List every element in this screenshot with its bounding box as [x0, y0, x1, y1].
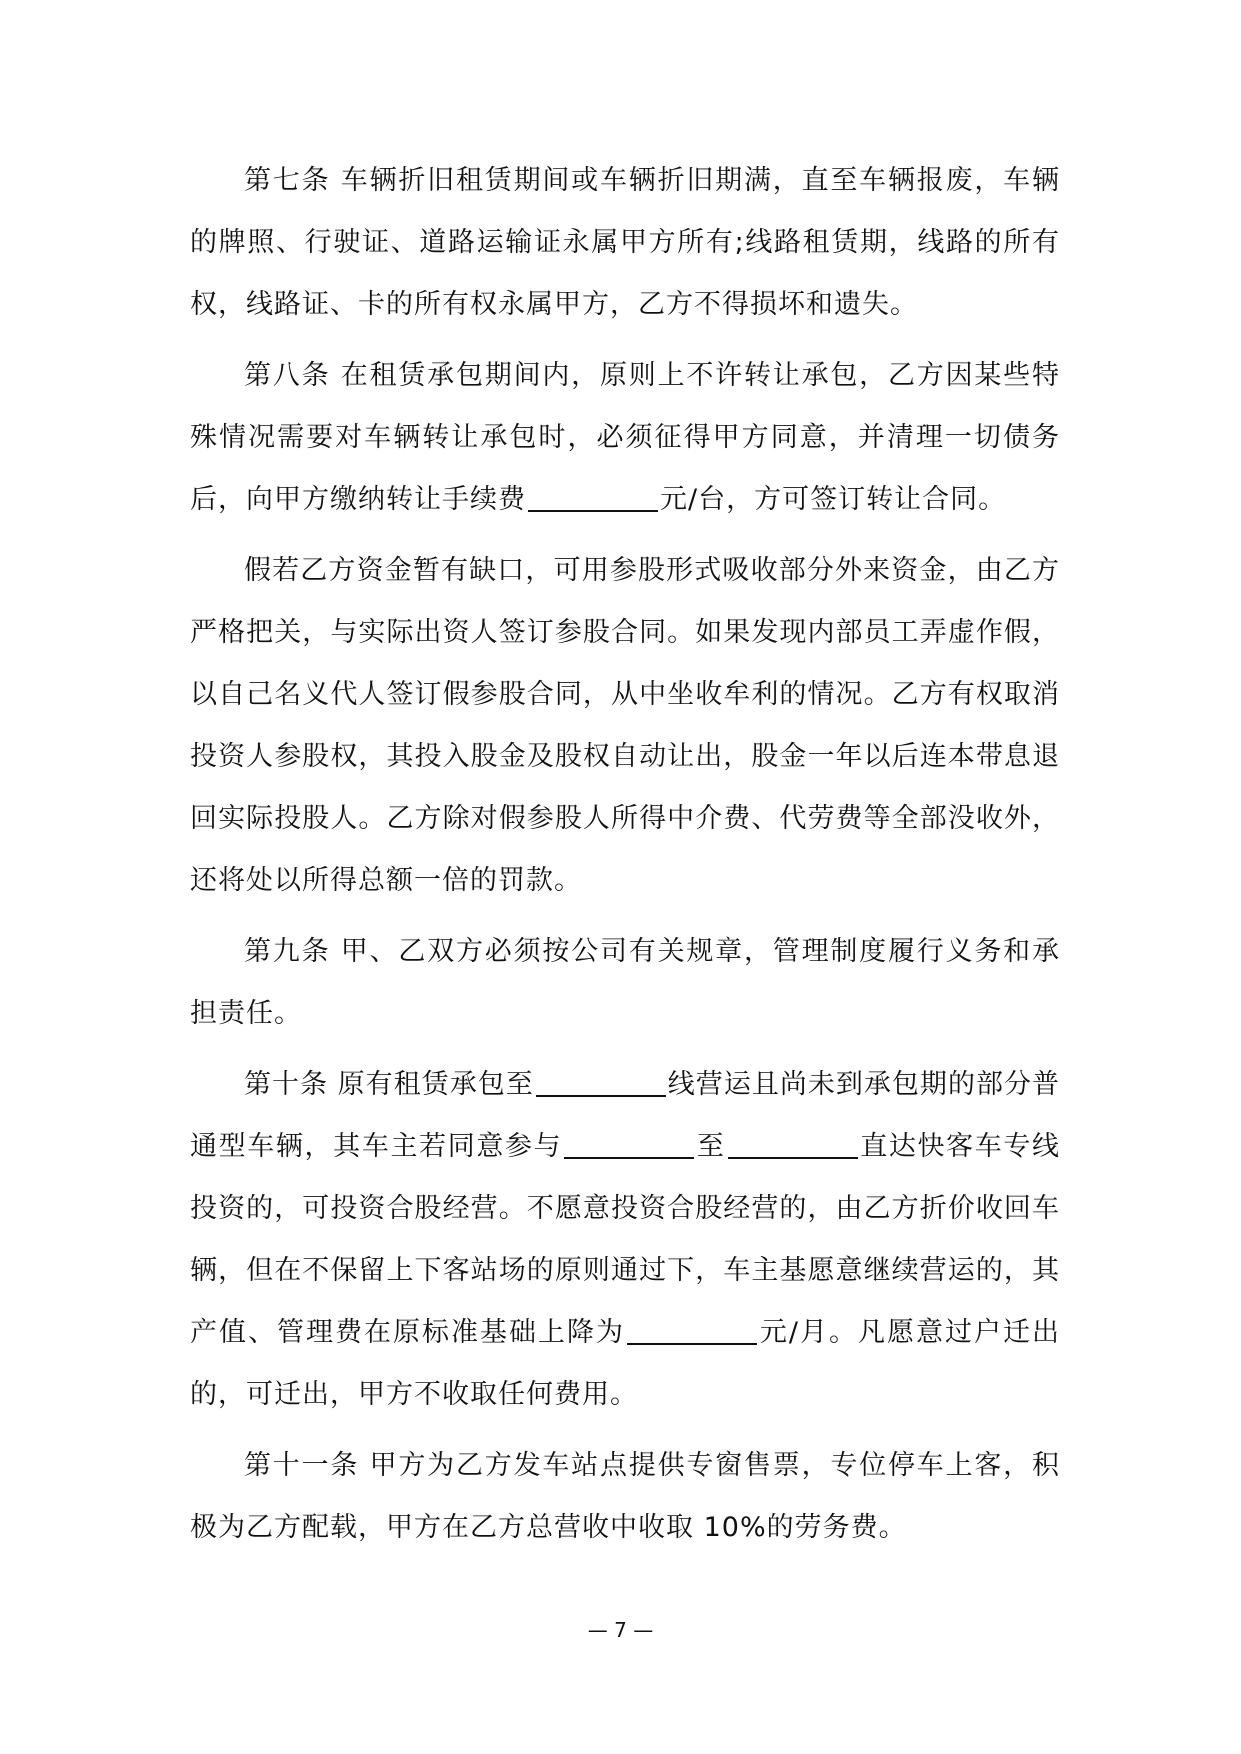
fill-in-blank	[627, 1319, 757, 1345]
article-9-paragraph	[190, 921, 1060, 1045]
text-segment: 线营运且尚未到承包期的部分普通型车辆，其车主若同意参与	[190, 1069, 1060, 1162]
document-body	[190, 150, 1060, 1568]
article-10-paragraph	[190, 1054, 1060, 1426]
fill-in-blank	[536, 1071, 666, 1097]
text-segment: 第十一条 甲方为乙方发车站点提供专窗售票，专位停车上客，积极为乙方配载，甲方在乙方总营收中收取 10%的劳务费。	[190, 1450, 1060, 1543]
text-segment: 至	[696, 1131, 726, 1162]
text-segment: 第十条 原有租赁承包至	[244, 1069, 534, 1100]
text-segment: 第九条 甲、乙双方必须按公司有关规章，管理制度履行义务和承担责任。	[190, 936, 1060, 1029]
text-segment: 第七条 车辆折旧租赁期间或车辆折旧期满，直至车辆报废，车辆的牌照、行驶证、道路运输证永属甲方所有;线路租赁期，线路的所有权，线路证、卡的所有权永属甲方，乙方不得损坏和遗失。	[190, 165, 1060, 320]
fill-in-blank	[728, 1133, 858, 1159]
text-segment: 第八条 在租赁承包期间内，原则上不许转让承包，乙方因某些特殊情况需要对车辆转让承包时，必须征得甲方同意，并清理一切债务后，向甲方缴纳转让手续费	[190, 360, 1060, 515]
funding-gap-paragraph	[190, 540, 1060, 912]
text-segment: 元/月。凡愿意过户迁出的，可迁出，甲方不收取任何费用。	[190, 1317, 1060, 1410]
page-number: — 7 —	[587, 1618, 654, 1642]
text-segment: 元/台，方可签订转让合同。	[660, 484, 1007, 515]
fill-in-blank	[528, 486, 658, 512]
article-8-paragraph	[190, 345, 1060, 531]
article-7-paragraph	[190, 150, 1060, 336]
fill-in-blank	[564, 1133, 694, 1159]
article-11-paragraph	[190, 1435, 1060, 1559]
text-segment: 直达快客车专线投资的，可投资合股经营。不愿意投资合股经营的，由乙方折价收回车辆，但在不保留上下客站场的原则通过下，车主基愿意继续营运的，其产值、管理费在原标准基础上降为	[190, 1131, 1061, 1348]
text-segment: 假若乙方资金暂有缺口，可用参股形式吸收部分外来资金，由乙方严格把关，与实际出资人签订参股合同。如果发现内部员工弄虚作假，以自己名义代人签订假参股合同，从中坐收牟利的情况。乙方有权取消投资人参股权，其投入股金及股权自动让出，股金一年以后连本带息退回实际投股人。乙方除对假参股人所得中介费、代劳费等全部没收外，还将处以所得总额一倍的罚款。	[190, 555, 1060, 896]
